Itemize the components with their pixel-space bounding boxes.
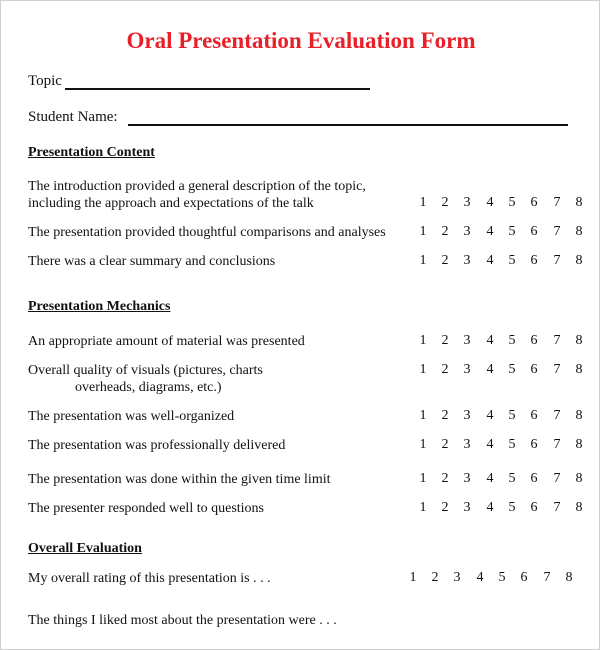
rating-option-4[interactable]: 4 bbox=[486, 471, 494, 486]
rating-option-4[interactable]: 4 bbox=[486, 333, 494, 348]
rating-option-4[interactable]: 4 bbox=[486, 253, 494, 268]
rating-option-6[interactable]: 6 bbox=[530, 253, 538, 268]
rating-option-3[interactable]: 3 bbox=[453, 570, 461, 585]
rating-option-6[interactable]: 6 bbox=[530, 195, 538, 210]
rating-option-5[interactable]: 5 bbox=[498, 570, 506, 585]
rating-option-6[interactable]: 6 bbox=[530, 471, 538, 486]
rating-option-8[interactable]: 8 bbox=[575, 500, 583, 515]
rating-option-7[interactable]: 7 bbox=[553, 471, 561, 486]
criterion-summary bbox=[28, 253, 275, 270]
rating-option-1[interactable]: 1 bbox=[419, 437, 427, 452]
criterion-text: The things I liked most about the presentation were . . . bbox=[28, 613, 337, 628]
rating-option-1[interactable]: 1 bbox=[419, 195, 427, 210]
rating-option-1[interactable]: 1 bbox=[419, 500, 427, 515]
rating-option-1[interactable]: 1 bbox=[409, 570, 417, 585]
rating-option-5[interactable]: 5 bbox=[508, 408, 516, 423]
rating-option-8[interactable]: 8 bbox=[575, 408, 583, 423]
rating-option-8[interactable]: 8 bbox=[575, 362, 583, 377]
criterion-text: My overall rating of this presentation is . . . bbox=[28, 571, 271, 586]
criterion-text: An appropriate amount of material was presented bbox=[28, 334, 305, 349]
rating-option-8[interactable]: 8 bbox=[575, 253, 583, 268]
rating-option-2[interactable]: 2 bbox=[441, 253, 449, 268]
rating-option-7[interactable]: 7 bbox=[553, 333, 561, 348]
criterion-text: The presenter responded well to questions bbox=[28, 501, 264, 516]
rating-option-4[interactable]: 4 bbox=[476, 570, 484, 585]
criterion-delivery bbox=[28, 437, 285, 454]
rating-option-2[interactable]: 2 bbox=[441, 195, 449, 210]
rating-option-1[interactable]: 1 bbox=[419, 471, 427, 486]
criterion-text: Overall quality of visuals (pictures, charts bbox=[28, 363, 263, 378]
rating-option-6[interactable]: 6 bbox=[530, 408, 538, 423]
rating-option-4[interactable]: 4 bbox=[486, 224, 494, 239]
rating-option-2[interactable]: 2 bbox=[441, 224, 449, 239]
rating-option-2[interactable]: 2 bbox=[431, 570, 439, 585]
rating-option-8[interactable]: 8 bbox=[575, 437, 583, 452]
rating-option-3[interactable]: 3 bbox=[463, 195, 471, 210]
rating-option-3[interactable]: 3 bbox=[463, 408, 471, 423]
rating-option-5[interactable]: 5 bbox=[508, 500, 516, 515]
criterion-questions bbox=[28, 500, 264, 517]
form-title: Oral Presentation Evaluation Form bbox=[126, 28, 476, 53]
criterion-overall-rating bbox=[28, 570, 271, 587]
rating-option-5[interactable]: 5 bbox=[508, 253, 516, 268]
rating-option-6[interactable]: 6 bbox=[530, 224, 538, 239]
criterion-material-amount bbox=[28, 333, 305, 350]
rating-option-7[interactable]: 7 bbox=[553, 500, 561, 515]
rating-option-5[interactable]: 5 bbox=[508, 224, 516, 239]
rating-option-2[interactable]: 2 bbox=[441, 362, 449, 377]
rating-option-4[interactable]: 4 bbox=[486, 362, 494, 377]
rating-option-6[interactable]: 6 bbox=[530, 362, 538, 377]
criterion-time-limit bbox=[28, 471, 331, 488]
criterion-organization bbox=[28, 408, 234, 425]
rating-option-4[interactable]: 4 bbox=[486, 500, 494, 515]
rating-option-4[interactable]: 4 bbox=[486, 408, 494, 423]
rating-option-7[interactable]: 7 bbox=[553, 195, 561, 210]
criterion-visuals bbox=[28, 362, 263, 396]
rating-option-3[interactable]: 3 bbox=[463, 471, 471, 486]
rating-option-2[interactable]: 2 bbox=[441, 333, 449, 348]
rating-option-7[interactable]: 7 bbox=[553, 437, 561, 452]
criterion-text: There was a clear summary and conclusions bbox=[28, 254, 276, 269]
rating-option-5[interactable]: 5 bbox=[508, 362, 516, 377]
section-heading-content: Presentation Content bbox=[28, 145, 155, 160]
rating-option-7[interactable]: 7 bbox=[543, 570, 551, 585]
student-name-input-line[interactable] bbox=[128, 124, 568, 126]
rating-option-8[interactable]: 8 bbox=[575, 195, 583, 210]
criterion-text: The presentation was professionally delivered bbox=[28, 438, 286, 453]
criterion-text: The presentation was well-organized bbox=[28, 409, 235, 424]
criterion-text: The introduction provided a general description of the topic, bbox=[28, 179, 366, 194]
rating-option-5[interactable]: 5 bbox=[508, 195, 516, 210]
rating-option-7[interactable]: 7 bbox=[553, 408, 561, 423]
rating-option-5[interactable]: 5 bbox=[508, 333, 516, 348]
criterion-comparisons bbox=[28, 224, 386, 241]
rating-option-6[interactable]: 6 bbox=[530, 500, 538, 515]
rating-option-8[interactable]: 8 bbox=[575, 471, 583, 486]
criterion-text: The presentation was done within the given time limit bbox=[28, 472, 331, 487]
rating-option-3[interactable]: 3 bbox=[463, 362, 471, 377]
rating-option-3[interactable]: 3 bbox=[463, 253, 471, 268]
rating-option-2[interactable]: 2 bbox=[441, 471, 449, 486]
rating-option-6[interactable]: 6 bbox=[530, 333, 538, 348]
rating-option-7[interactable]: 7 bbox=[553, 224, 561, 239]
rating-option-1[interactable]: 1 bbox=[419, 362, 427, 377]
rating-option-3[interactable]: 3 bbox=[463, 437, 471, 452]
rating-option-7[interactable]: 7 bbox=[553, 253, 561, 268]
rating-option-8[interactable]: 8 bbox=[575, 333, 583, 348]
rating-option-3[interactable]: 3 bbox=[463, 500, 471, 515]
rating-option-8[interactable]: 8 bbox=[575, 224, 583, 239]
student-name-label: Student Name: bbox=[28, 109, 118, 125]
liked-most-prompt bbox=[28, 612, 337, 629]
rating-option-6[interactable]: 6 bbox=[530, 437, 538, 452]
criterion-text: The presentation provided thoughtful comparisons and analyses bbox=[28, 225, 386, 240]
rating-option-2[interactable]: 2 bbox=[441, 437, 449, 452]
rating-option-7[interactable]: 7 bbox=[553, 362, 561, 377]
rating-option-1[interactable]: 1 bbox=[419, 333, 427, 348]
rating-option-3[interactable]: 3 bbox=[463, 333, 471, 348]
rating-option-8[interactable]: 8 bbox=[565, 570, 573, 585]
student-name-field bbox=[28, 109, 118, 126]
rating-option-3[interactable]: 3 bbox=[463, 224, 471, 239]
topic-field bbox=[28, 73, 62, 90]
criterion-introduction bbox=[28, 178, 366, 212]
rating-option-1[interactable]: 1 bbox=[419, 408, 427, 423]
rating-option-6[interactable]: 6 bbox=[520, 570, 528, 585]
rating-option-1[interactable]: 1 bbox=[419, 224, 427, 239]
rating-option-5[interactable]: 5 bbox=[508, 471, 516, 486]
topic-input-line[interactable] bbox=[65, 88, 370, 90]
rating-option-2[interactable]: 2 bbox=[441, 500, 449, 515]
criterion-text-cont: overheads, diagrams, etc.) bbox=[75, 380, 222, 395]
topic-label: Topic bbox=[28, 73, 62, 89]
rating-option-5[interactable]: 5 bbox=[508, 437, 516, 452]
section-heading-overall: Overall Evaluation bbox=[28, 541, 142, 556]
criterion-text-cont: including the approach and expectations of the talk bbox=[28, 196, 314, 211]
rating-option-4[interactable]: 4 bbox=[486, 195, 494, 210]
section-heading-mechanics: Presentation Mechanics bbox=[28, 299, 171, 314]
rating-option-4[interactable]: 4 bbox=[486, 437, 494, 452]
rating-option-2[interactable]: 2 bbox=[441, 408, 449, 423]
rating-option-1[interactable]: 1 bbox=[419, 253, 427, 268]
